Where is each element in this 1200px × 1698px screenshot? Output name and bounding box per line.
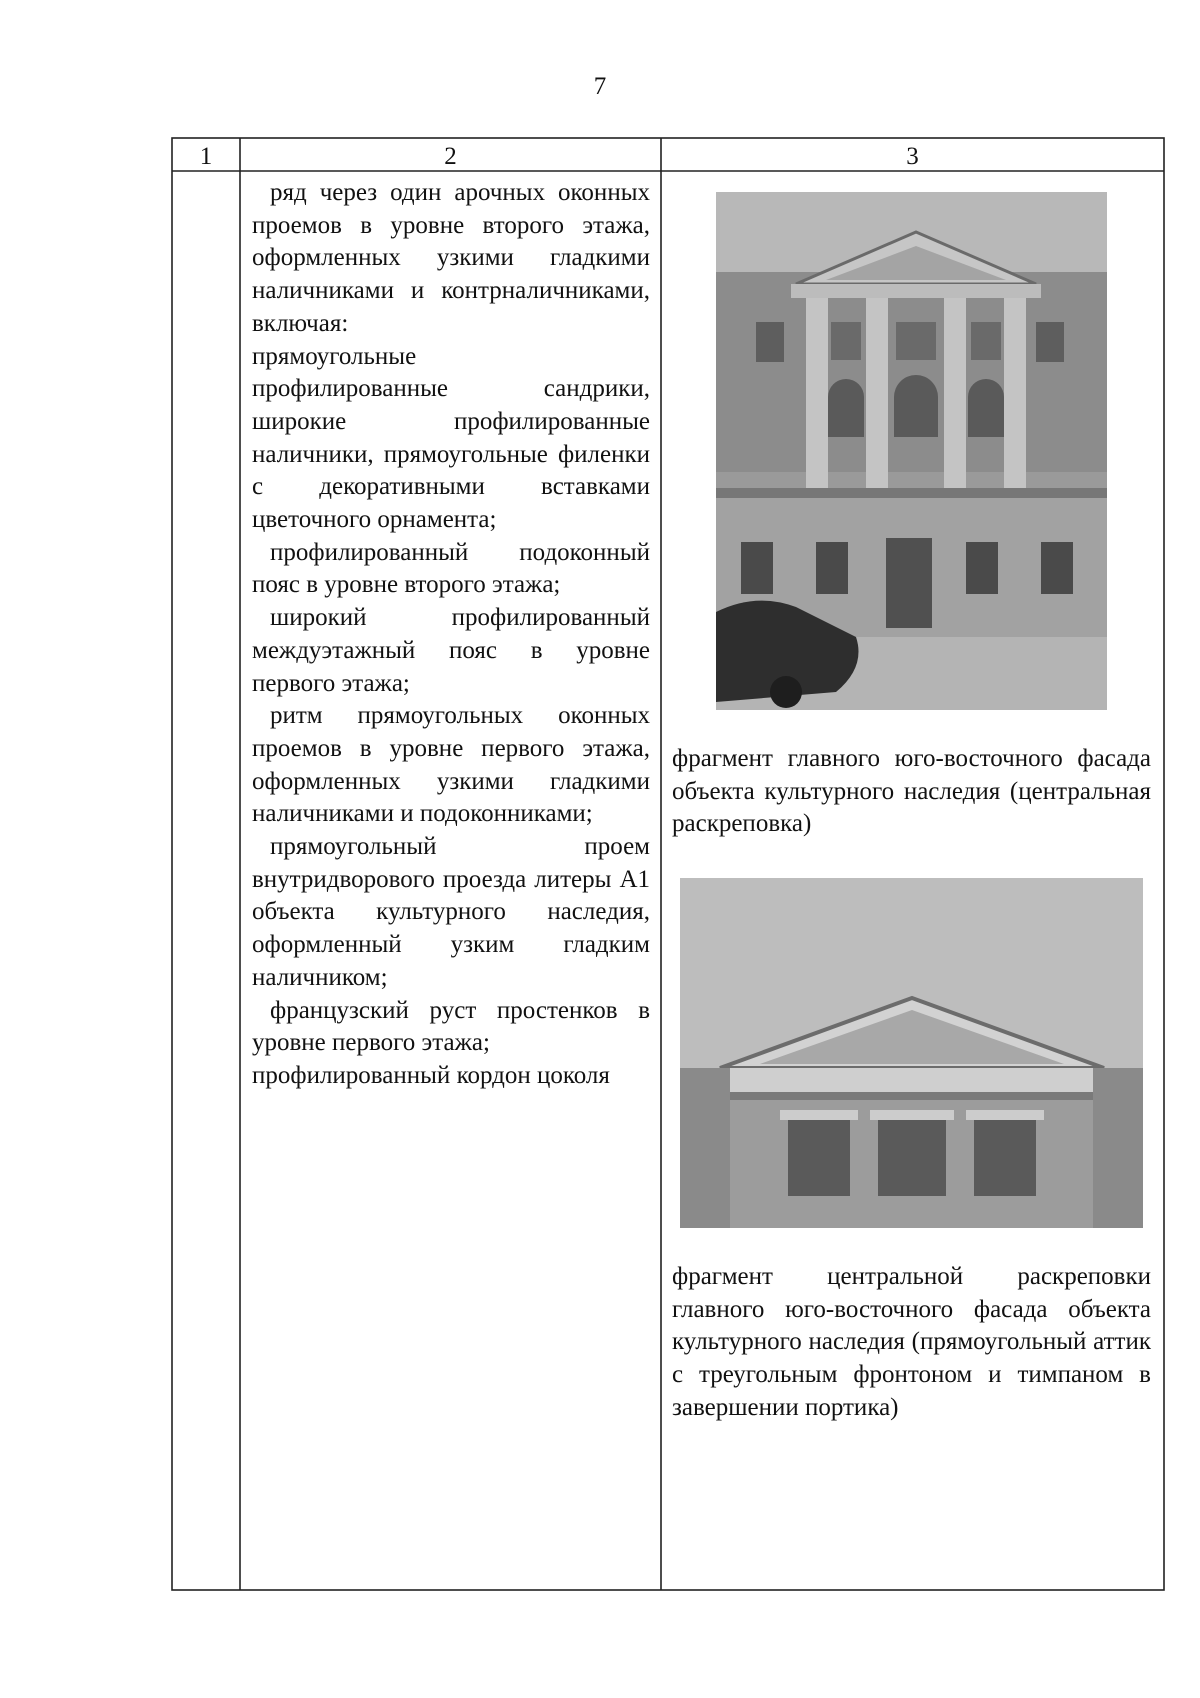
page-number: 7 [593, 73, 607, 100]
facade-photo [716, 192, 1107, 710]
feature-paragraph: широкий профилированный междуэтажный пояс в уровне первого этажа; [252, 604, 650, 697]
feature-paragraph: профилированный кордон цоколя [252, 1061, 610, 1089]
header-col-1: 1 [199, 143, 213, 170]
feature-paragraph: прямоугольные [252, 342, 417, 370]
feature-paragraph: профилированные сандрики, широкие профилированные наличники, прямоугольные филенки с декоративными вставками цветочного орнамента; [252, 375, 650, 534]
header-col-3: 3 [906, 143, 919, 170]
features-description [252, 177, 650, 1093]
feature-paragraph: французский руст простенков в уровне первого этажа; [252, 996, 650, 1057]
photo1-caption: фрагмент главного юго-восточного фасада объекта культурного наследия (центральная раскреповка) [672, 745, 1151, 838]
pediment-photo [680, 878, 1143, 1228]
feature-paragraph: ряд через один арочных оконных проемов в уровне второго этажа, оформленных узкими гладкими наличниками и контрналичниками, включая: [252, 179, 650, 337]
photo2-caption: фрагмент центральной раскреповки главного юго-восточного фасада объекта культурного наследия (прямоугольный аттик с треугольным фронтоном и тимпаном в завершении портика) [672, 1263, 1151, 1421]
feature-paragraph: прямоугольный проем внутридворового проезда литеры А1 объекта культурного наследия, оформленный узким гладким наличником; [252, 833, 650, 991]
header-col-2: 2 [444, 143, 457, 170]
feature-paragraph: ритм прямоугольных оконных проемов в уровне первого этажа, оформленных узкими гладкими наличниками и подоконниками; [252, 702, 650, 828]
feature-paragraph: профилированный подоконный пояс в уровне второго этажа; [252, 538, 650, 599]
